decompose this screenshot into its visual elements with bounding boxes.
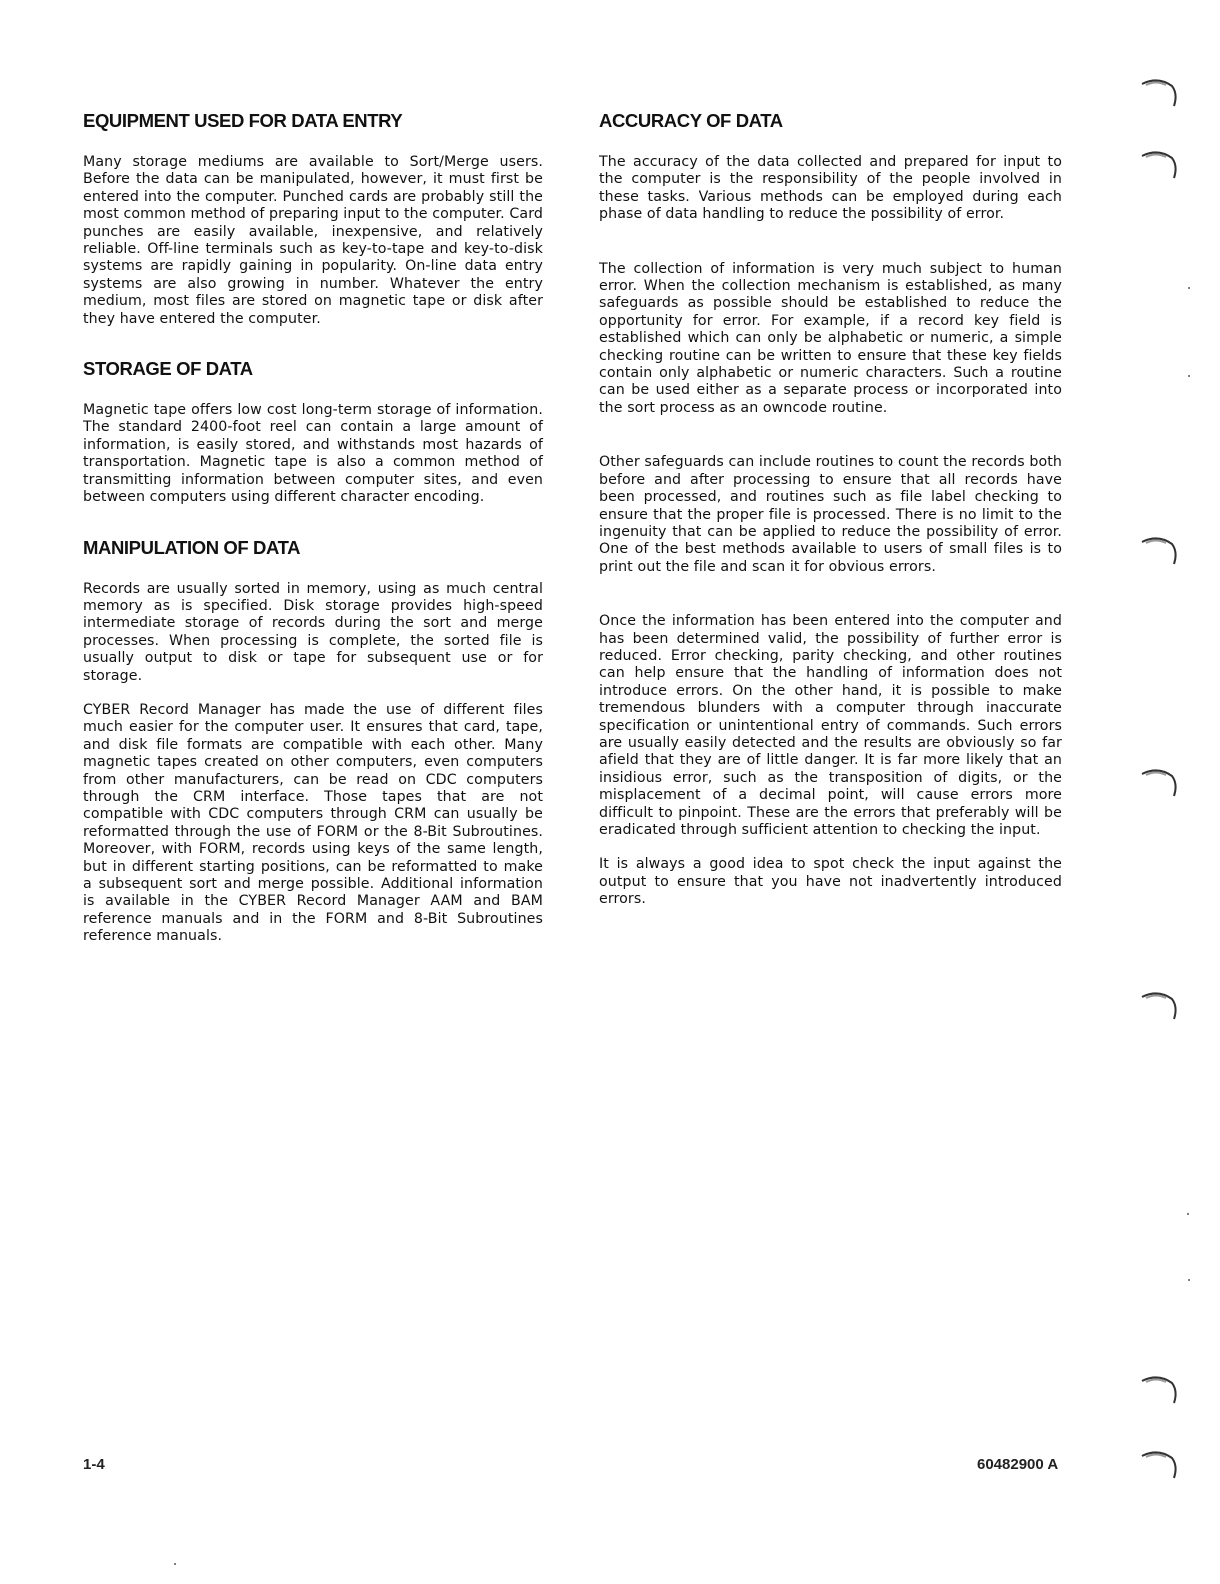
scan-speck	[174, 1563, 176, 1565]
paragraph-accuracy-1: The accuracy of the data collected and prepared for input to the computer is the responsibility of the people involved in these tasks. Various methods can be employed during each phase of data handling to reduce the possibility of error.	[599, 154, 1062, 223]
paragraph-accuracy-5: It is always a good idea to spot check the input against the output to ensure that you have not inadvertently introduced errors.	[599, 856, 1062, 908]
paragraph-storage: Magnetic tape offers low cost long-term storage of information. The standard 2400-foot reel can contain a large amount of information, is easily stored, and withstands most hazards of transportation. Magnetic tape is also a common method of transmitting information between computer sites, and even between computers using different character encoding.	[83, 402, 543, 506]
page-number: 1-4	[83, 1456, 105, 1473]
scan-speck	[1188, 1279, 1190, 1281]
heading-accuracy: ACCURACY OF DATA	[599, 110, 783, 131]
punch-hole-mark	[1138, 74, 1178, 114]
paragraph-accuracy-2: The collection of information is very much subject to human error. When the collection mechanism is established, as many safeguards as possible should be established to reduce the opportunity for error. For example, if a record key field is established which can only be alphabetic or numeric, a simple checking routine can be written to ensure that these key fields contain only alphabetic or numeric characters. Such a routine can be used either as a separate process or incorporated into the sort process as an owncode routine.	[599, 260, 1062, 416]
right-column	[599, 110, 1062, 909]
heading-storage: STORAGE OF DATA	[83, 358, 253, 380]
paragraph-accuracy-4: Once the information has been entered into the computer and has been determined valid, the possibility of further error is reduced. Error checking, parity checking, and other routines can help ensure that the handling of information does not introduce errors. On the other hand, it is possible to make tremendous blunders with a computer through inaccurate specification or unintentional entry of commands. Such errors are usually easily detected and the results are obviously so far afield that they are of little danger. It is far more likely that an insidious error, such as the transposition of digits, or the misplacement of a decimal point, will cause errors more difficult to pinpoint. These are the errors that preferably will be eradicated through sufficient attention to checking the input.	[599, 613, 1062, 838]
punch-hole-mark	[1138, 987, 1178, 1027]
heading-equipment: EQUIPMENT USED FOR DATA ENTRY	[83, 110, 403, 131]
paragraph-manipulation-1: Records are usually sorted in memory, using as much central memory as is specified. Disk storage provides high-speed intermediate storage of records during the sort and merge processes. When processing is complete, the sorted file is usually output to disk or tape for subsequent use or for storage.	[83, 580, 543, 684]
punch-hole-mark	[1138, 532, 1178, 572]
paragraph-equipment: Many storage mediums are available to Sort/Merge users. Before the data can be manipulated, however, it must first be entered into the computer. Punched cards are probably still the most common method of preparing input to the computer. Card punches are easily available, inexpensive, and relatively reliable. Off-line terminals such as key-to-tape and key-to-disk systems are rapidly gaining in popularity. On-line data entry systems are also growing in number. Whatever the entry medium, most files are stored on magnetic tape or disk after they have entered the computer.	[83, 154, 543, 327]
heading-manipulation: MANIPULATION OF DATA	[83, 536, 301, 558]
punch-hole-mark	[1138, 1446, 1178, 1486]
left-column	[83, 110, 543, 946]
punch-hole-mark	[1138, 1371, 1178, 1411]
scan-speck	[1188, 375, 1190, 377]
punch-hole-mark	[1138, 146, 1178, 186]
document-number: 60482900 A	[977, 1456, 1059, 1473]
scan-speck	[1187, 1213, 1189, 1215]
punch-hole-mark	[1138, 764, 1178, 804]
paragraph-manipulation-2: CYBER Record Manager has made the use of different files much easier for the computer user. It ensures that card, tape, and disk file formats are compatible with each other. Many magnetic tapes created on other computers, even computers from other manufacturers, can be read on CDC computers through the CRM interface. Those tapes that are not compatible with CDC computers through CRM can usually be reformatted through the use of FORM or the 8-Bit Subroutines. Moreover, with FORM, records using keys of the same length, but in different starting positions, can be reformatted to make a subsequent sort and merge possible. Additional information is available in the CYBER Record Manager AAM and BAM reference manuals and in the FORM and 8-Bit Subroutines reference manuals.	[83, 701, 543, 945]
paragraph-accuracy-3: Other safeguards can include routines to count the records both before and after processing to ensure that all records have been processed, and routines such as file label checking to ensure that the proper file is processed. There is no limit to the ingenuity that can be applied to reduce the possibility of error. One of the best methods available to users of small files is to print out the file and scan it for obvious errors.	[599, 454, 1062, 575]
scan-speck	[1188, 287, 1190, 289]
